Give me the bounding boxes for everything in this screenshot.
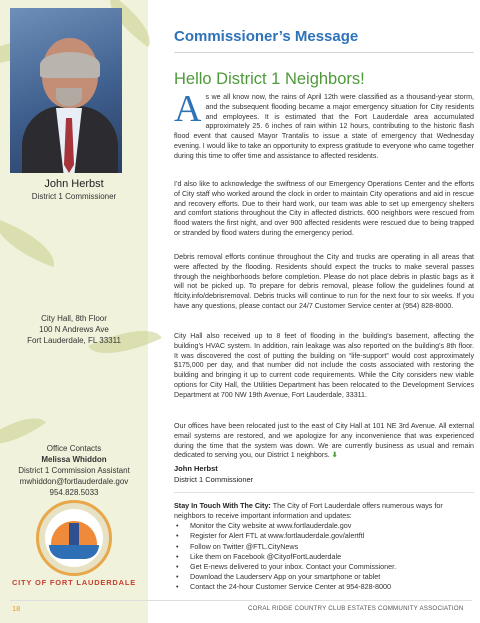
- stay-in-touch-intro: [174, 501, 474, 520]
- end-mark-icon: ⬇: [331, 451, 338, 460]
- sidebar: [0, 0, 148, 623]
- assistant-email[interactable]: mwhiddon@fortlauderdale.gov: [19, 477, 129, 486]
- commissioner-portrait: [10, 8, 122, 173]
- paragraph-5: [174, 422, 474, 461]
- list-item: • Download the Lauderserv App on your smartphone or tablet: [174, 572, 474, 582]
- list-item[interactable]: • Like them on Facebook @CityofFortLauderdale: [174, 552, 474, 562]
- signature-title: District 1 Commissioner: [174, 475, 254, 484]
- stay-in-touch-intro-text: The City of Fort Lauderdale offers numerous ways for neighbors to receive important information and updates:: [174, 501, 443, 520]
- section-divider: [174, 492, 474, 493]
- stay-in-touch-list: [174, 521, 474, 592]
- footer-divider: [10, 600, 472, 601]
- paragraph-5-text: Our offices have been relocated just to the east of City Hall at 101 NE 3rd Avenue. All external email systems are restored, and we apologize for any inconvenience that was experienced during the time that the system was down. We are currently business as usual and remain dedicated to serving you, our District 1 neighbors.: [174, 422, 474, 460]
- list-item: • Contact the 24-hour Customer Service Center at 954-828-8000: [174, 582, 474, 592]
- palm-leaf-decoration: [0, 219, 62, 267]
- paragraph-1-text: s we all know now, the rains of April 12th were classified as a thousand-year storm, and the subsequent flooding became a major emergency situation for City residents and employees. It is estimated that the Fort Lauderdale area accumulated approximately 25. 6 inches of rain within 12 hours, contributing to the historic flash flood event that caused Mayor Trantalis to issue a state of emergency that Wednesday evening. I would like to take an opportunity to express gratitude to everyone who came together during this time to offer time and assistance to affected residents.: [174, 93, 474, 160]
- list-item[interactable]: • Monitor the City website at www.fortlauderdale.gov: [174, 521, 474, 531]
- paragraph-2: I’d also like to acknowledge the swiftness of our Emergency Operations Center and the efforts of City staff who worked around the clock in order to maintain City operations and aid in rescue and recovery efforts. Due to their hard work, our team was able to set up emergency shelters and comfort stations throughout the City in affected districts. 600 neighbors were rescued from flood waters the first night, and over 900 affected residents were rescued due to being trapped or stranded by flood waters during the emergency period.: [174, 180, 474, 237]
- signature-name: John Herbst: [174, 464, 218, 473]
- list-item: • Get E-news delivered to your inbox. Contact your Commissioner.: [174, 562, 474, 572]
- address-line-3: Fort Lauderdale, FL 33311: [27, 336, 121, 345]
- paragraph-3: Debris removal efforts continue throughout the City and trucks are operating in all areas that were affected by the flooding. Residents should expect the trucks to make several passes through the neighborhoods before completion. Please do not place debris in plastic bags as it will not be picked up. To prepare for debris removal, please follow the guidelines found at ftlcity.info/debrisremoval. Debris trucks will continue to run for the next four to six weeks. If you have any questions, please contact our 24/7 Customer Service center at (954) 828-8000.: [174, 253, 474, 310]
- list-item[interactable]: • Follow on Twitter @FTL.CityNews: [174, 542, 474, 552]
- page-title: Commissioner’s Message: [174, 28, 359, 45]
- title-divider: [174, 52, 474, 53]
- stay-in-touch-heading: Stay In Touch With The City:: [174, 501, 271, 510]
- drop-cap: A: [174, 88, 202, 130]
- commissioner-role: District 1 Commissioner: [31, 192, 117, 201]
- address-line-2: 100 N Andrews Ave: [39, 325, 109, 334]
- city-label: CITY OF FORT LAUDERDALE: [11, 578, 137, 587]
- office-contacts-heading: Office Contacts: [46, 444, 102, 453]
- stay-in-touch-section: [174, 501, 474, 593]
- paragraph-1: [174, 88, 474, 162]
- paragraph-4: City Hall also received up to 8 feet of flooding in the building’s basement, affecting the building’s HVAC system. In addition, rain leakage was also reported on the building’s 8th floor. It was discovered the cost of putting the building on “life-support” would cost approximately $175,000 per day, and that number did not include the costs associated with restoring the building and bringing it up to current code requirements. While the City considers new viable options for City Hall, the Utilities Department has been relocated to the Development Services Department at 700 NW 19th Avenue, Fort Lauderdale, 33311.: [174, 332, 474, 399]
- assistant-phone: 954.828.5033: [49, 488, 99, 497]
- commissioner-name: John Herbst: [44, 178, 104, 190]
- publication-name: CORAL RIDGE COUNTRY CLUB ESTATES COMMUNITY ASSOCIATION: [248, 605, 464, 612]
- city-seal-logo: [36, 500, 112, 576]
- assistant-name: Melissa Whiddon: [41, 455, 107, 464]
- page-number: 18: [12, 604, 21, 613]
- assistant-title: District 1 Commission Assistant: [18, 466, 130, 475]
- address-line-1: City Hall, 8th Floor: [41, 314, 107, 323]
- greeting-heading: Hello District 1 Neighbors!: [174, 70, 365, 88]
- list-item[interactable]: • Register for Alert FTL at www.fortlauderdale.gov/alertftl: [174, 531, 474, 541]
